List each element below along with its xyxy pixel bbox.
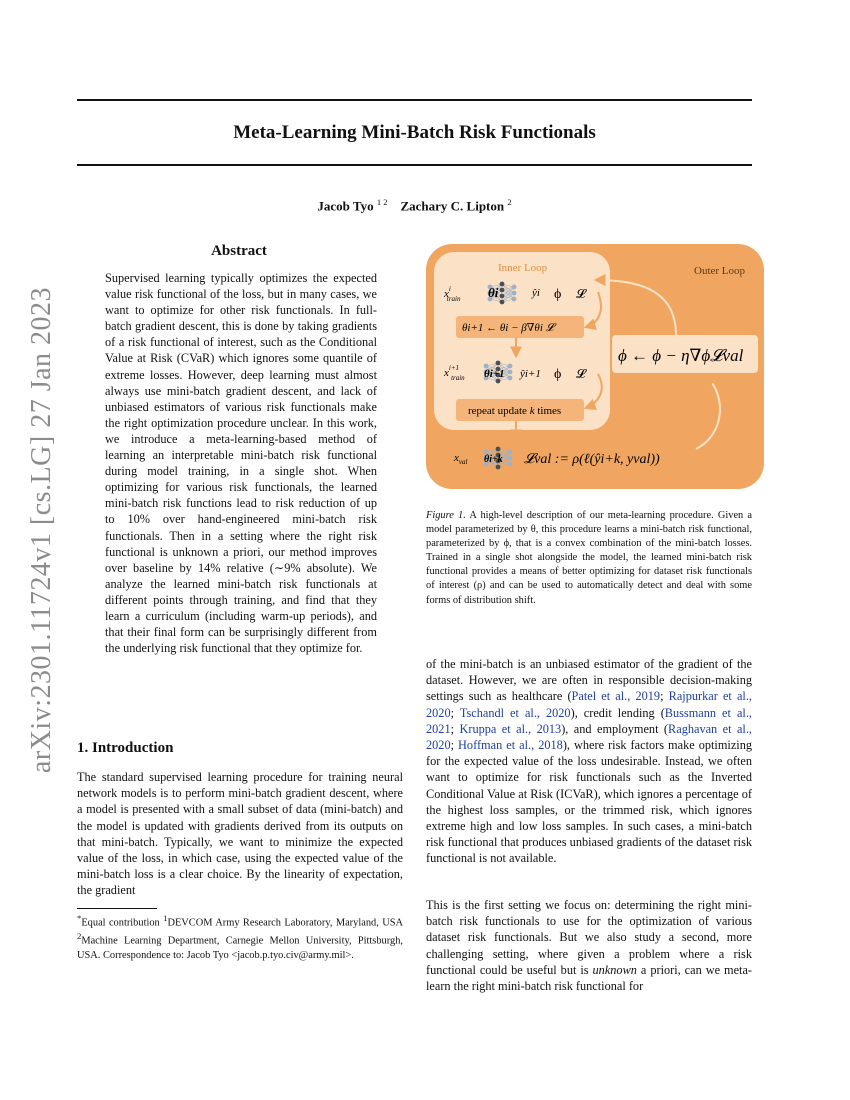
row2-loss: 𝓛 [576, 366, 586, 381]
right-column-paragraph-1: of the mini-batch is an unbiased estimator of the gradient of the dataset. However, we are often in responsible decision-making settings such as healthcare (Patel et al., 2019; Rajpurkar et al., 2020; Tschandl et al., 2020), credit lending (Bussmann et al., 2021; Kruppa et al., 2013), and employment (Raghavan et al., 2020; Hoffman et al., 2018), where risk factors make optimizing for the expected value of the loss undesirable. Instead, we often want to optimize for risk functionals such as the Inverted Conditional Value at Risk (ICVaR), which ignores a percentage of the highest loss samples, or the trimmed risk, which ignores extreme high and low loss samples. In such cases, a mini-batch risk functional that produces unbiased gradients of the dataset risk functional is not available. [426, 657, 752, 866]
author-name: Zachary C. Lipton [400, 198, 505, 214]
citation-link[interactable]: Patel et al., 2019 [571, 689, 661, 704]
repeat-update-label: repeat update k times [468, 405, 562, 417]
author-name: Jacob Tyo [317, 198, 374, 214]
network-node [512, 285, 517, 290]
network-node [496, 361, 501, 366]
outer-update-rule: ϕ ← ϕ − η∇ϕ𝓛val [618, 346, 744, 365]
row1-prediction: ŷi [532, 287, 540, 299]
footnote-rule [77, 908, 157, 909]
figure-caption: Figure 1. A high-level description of our meta-learning procedure. Given a model parameterized by θ, this procedure learns a mini-batch risk functional, parameterized by ϕ, that is a convex combination of the mini-batch losses. Trained in a single shot alongside the model, the learned mini-batch risk functional provides a means of better optimizing for dataset risk functionals of interest (ρ) and can be used to automatically detect and deal with some forms of distribution shift. [426, 510, 752, 606]
author-affiliation: 2 [507, 197, 512, 207]
network-node [508, 376, 513, 381]
abstract-text: Supervised learning typically optimizes the expected value risk functional of the loss, but in many cases, we want to optimize for other risk functionals. In full-batch gradient descent, this is done by taking gradients of a risk functional of interest, such as the Conditional Value at Risk (CVaR) which ignores some quantile of extreme losses. However, deep learning must almost always use mini-batch gradient descent, and lack of unbiased estimators of various risk functionals make the right optimization procedure unclear. In this work, we introduce a meta-learning-based method of learning an interpretable mini-batch risk functional during model training, in a single shot. When optimizing for various risk functionals, the learned mini-batch risk functions lead to risk reduction of up to 10% over hand-engineered mini-batch risk functionals. Then in a setting where the right risk functional is unknown a priori, our method improves over baseline by 14% relative (∼9% absolute). We analyze the learned mini-batch risk functionals at different points through training, and find that they learn a curriculum (including warm-up periods), and that their final form can be surprisingly different from the underlying risk functional that they optimize for. [105, 271, 377, 656]
validation-loss-formula: 𝓛val := ρ(ℓ(ŷi+k, yval)) [524, 452, 660, 467]
row2-theta: θi+1 [484, 368, 505, 380]
network-node [508, 370, 513, 375]
network-node [496, 447, 501, 452]
citation-link[interactable]: Kruppa et al., 2013 [459, 721, 562, 736]
row2-prediction: ŷi+1 [520, 368, 541, 380]
network-node [512, 297, 517, 302]
row1-loss: 𝓛 [576, 286, 586, 301]
network-node [496, 465, 501, 470]
row1-theta: θi [488, 285, 499, 300]
arxiv-stamp: arXiv:2301.11724v1 [cs.LG] 27 Jan 2023 [26, 286, 57, 774]
right-column-paragraph-2: This is the first setting we focus on: determining the right mini-batch risk functionals to use for the optimization of various dataset risk functionals. But we also study a second, more challenging setting, where given a problem where a risk functional could be useful but is unknown a priori, can we meta-learn the right mini-batch risk functional for [426, 898, 752, 994]
top-rule [77, 99, 752, 101]
network-node [512, 291, 517, 296]
row2-phi: ϕ [554, 367, 562, 382]
paper-title: Meta-Learning Mini-Batch Risk Functionals [233, 122, 596, 143]
outer-loop-label: Outer Loop [694, 265, 746, 277]
network-node [500, 300, 505, 305]
author-affiliation: 1 2 [376, 197, 388, 207]
network-node [508, 364, 513, 369]
footnote: *Equal contribution $^1$DEVCOM Army Research Laboratory, Maryland, USA $^2$Machine Learning Department, Carnegie Mellon University, Pittsburgh, USA. Correspondence to: Jacob Tyo <jacob.p.tyo.civ@army.mil>. [77, 913, 403, 961]
citation-link[interactable]: Tschandl et al., 2020 [459, 705, 571, 720]
row1-input: $x^i$ train [444, 285, 461, 303]
network-node [508, 456, 513, 461]
abstract-heading: Abstract [211, 243, 267, 259]
row1-phi: ϕ [554, 287, 562, 302]
network-node [500, 288, 505, 293]
network-node [508, 462, 513, 467]
row3-theta: θi+k [484, 454, 503, 465]
introduction-text: The standard supervised learning procedure for training neural network models is to perform mini-batch gradient descent, where a model is presented with a small subset of data (mini-batch) and the model is updated with gradients derived from its outputs on that mini-batch. Typically, we want to minimize the expected value of the loss, in which case, using the expected value of the mini-batch loss is a clear choice. By the linearity of expectation, the gradient [77, 770, 403, 898]
citation-link[interactable]: Hoffman et al., 2018 [458, 738, 563, 753]
author-list [77, 197, 752, 214]
network-node [500, 282, 505, 287]
inner-update-rule: θi+1 ← θi − β∇θi 𝓛 [462, 322, 554, 334]
network-node [508, 450, 513, 455]
row3-input: $x_{val}$ [454, 452, 468, 466]
introduction-heading: 1. Introduction [77, 740, 174, 756]
network-node [500, 294, 505, 299]
row2-input: $x^{i+1}$ train [444, 364, 465, 382]
figure-svg [426, 244, 766, 494]
title-rule [77, 164, 752, 166]
citation-link[interactable]: Rajpurkar et al., 2020 [426, 689, 752, 720]
citation-link[interactable]: Raghavan et al., 2020 [426, 721, 752, 753]
figure-1-diagram [426, 244, 766, 494]
inner-loop-label: Inner Loop [498, 262, 548, 274]
citation-link[interactable]: Bussmann et al., 2021 [426, 705, 752, 736]
